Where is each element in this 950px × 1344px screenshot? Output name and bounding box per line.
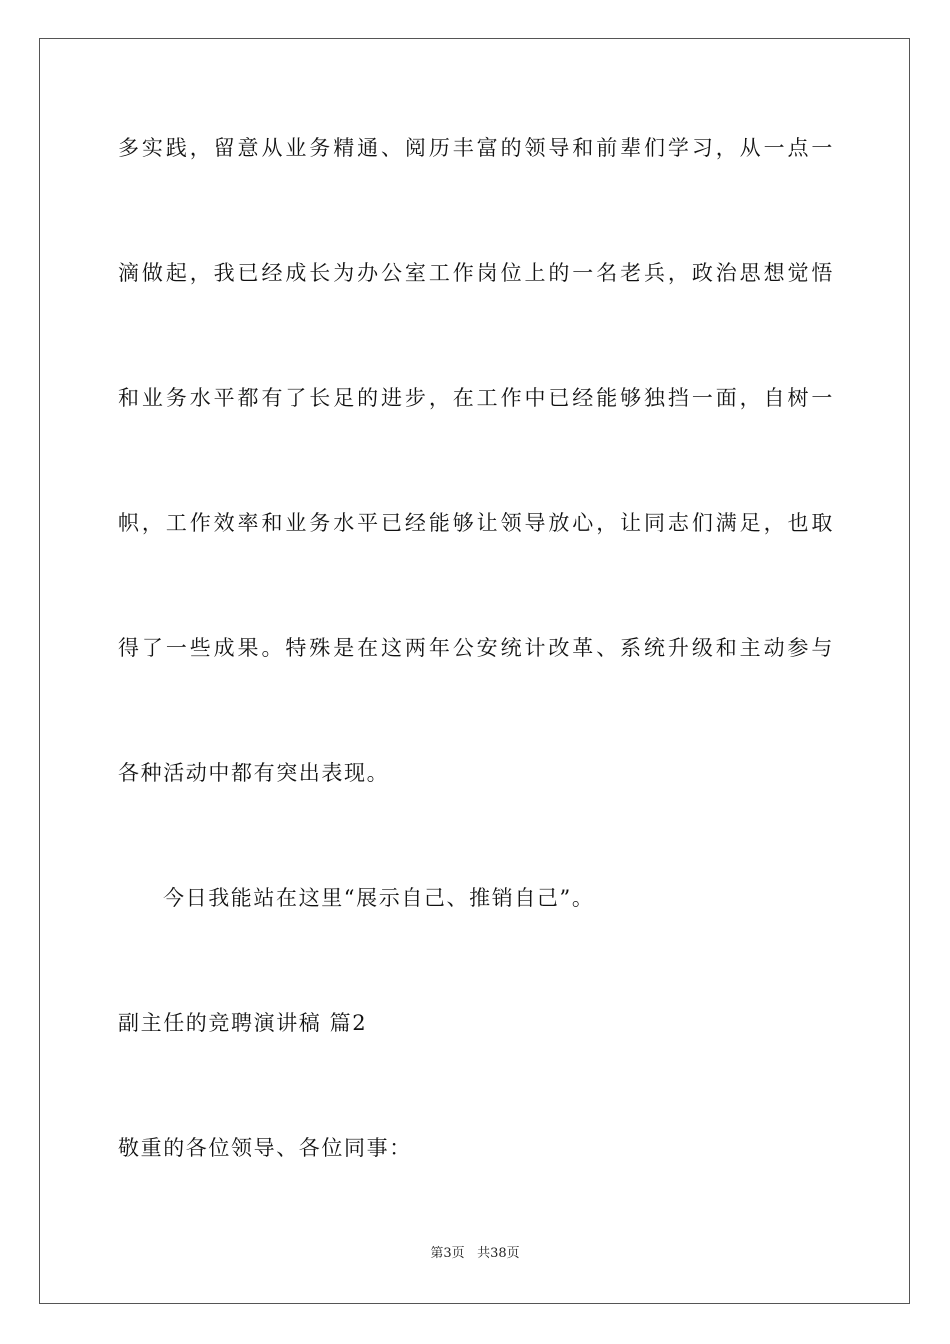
total-pages: 共38页 [477,1246,520,1261]
body-line-4: 帜，工作效率和业务水平已经能够让领导放心，让同志们满足，也取 [118,511,834,535]
body-line-1: 多实践，留意从业务精通、阅历丰富的领导和前辈们学习，从一点一 [118,136,834,160]
body-line-5: 得了一些成果。特殊是在这两年公安统计改革、系统升级和主动参与 [118,636,834,660]
body-line-6: 各种活动中都有突出表现。 [118,761,390,785]
page-border [39,38,910,1304]
greeting-line: 敬重的各位领导、各位同事： [118,1136,412,1160]
page-footer [0,1245,950,1263]
page-number: 第3页 [430,1246,465,1261]
body-line-3: 和业务水平都有了长足的进步，在工作中已经能够独挡一面，自树一 [118,386,834,410]
section-heading: 副主任的竞聘演讲稿 篇2 [118,1011,368,1035]
indented-paragraph: 今日我能站在这里“展示自己、推销自己”。 [163,886,595,910]
body-line-2: 滴做起，我已经成长为办公室工作岗位上的一名老兵，政治思想觉悟 [118,261,834,285]
